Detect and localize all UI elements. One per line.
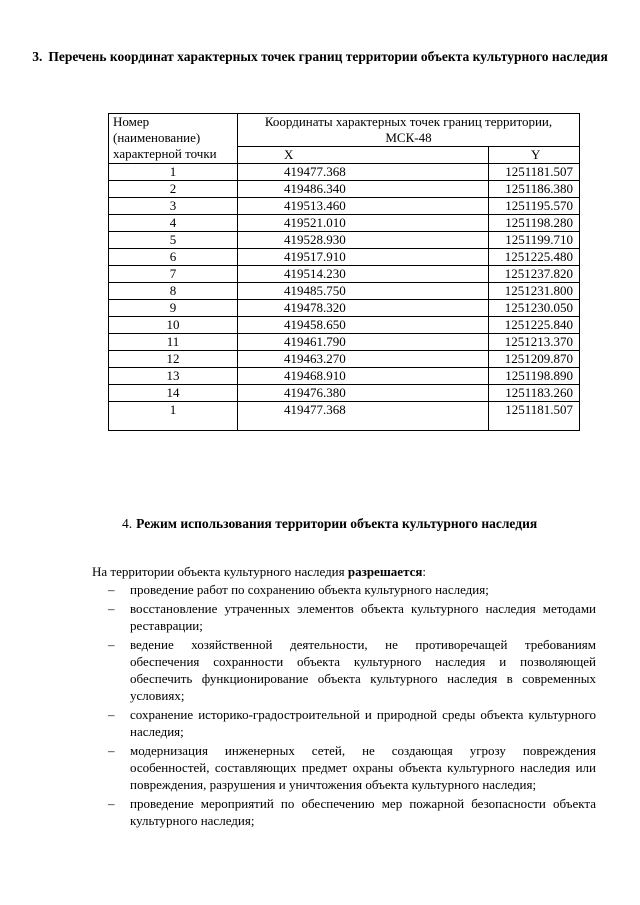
table-row: [109, 334, 580, 351]
y-coordinate-cell: 1251231.800: [489, 283, 580, 300]
x-coordinate-cell: 419477.368: [238, 164, 489, 181]
section-4-title: Режим использования территории объекта культурного наследия: [136, 516, 538, 531]
y-coordinate-cell: 1251183.260: [489, 385, 580, 402]
table-row: [109, 385, 580, 402]
y-coordinate-cell: 1251199.710: [489, 232, 580, 249]
y-coordinate-cell: 1251230.050: [489, 300, 580, 317]
dash-bullet: –: [108, 743, 115, 758]
x-coordinate-cell: 419458.650: [238, 317, 489, 334]
y-coordinate-cell: 1251198.890: [489, 368, 580, 385]
table-row: [109, 266, 580, 283]
y-coordinate-cell: 1251213.370: [489, 334, 580, 351]
x-coordinate-cell: 419477.368: [238, 402, 489, 431]
point-number-cell: 4: [109, 215, 238, 232]
table-row: [109, 198, 580, 215]
y-coordinate-cell: 1251225.480: [489, 249, 580, 266]
table-row: [109, 317, 580, 334]
list-item: [108, 742, 596, 793]
section-3-heading: [0, 48, 640, 65]
x-coordinate-cell: 419528.930: [238, 232, 489, 249]
point-number-cell: 1: [109, 402, 238, 431]
header-y: Y: [489, 147, 580, 164]
x-coordinate-cell: 419485.750: [238, 283, 489, 300]
list-item: [108, 636, 596, 704]
table-row: [109, 249, 580, 266]
list-item-text: проведение мероприятий по обеспечению мер пожарной безопасности объекта культурного наследия;: [130, 796, 596, 828]
dash-bullet: –: [108, 796, 115, 811]
list-item-text: сохранение историко-градостроительной и природной среды объекта культурного наследия;: [130, 707, 596, 739]
table-row: [109, 215, 580, 232]
header-point-name: Номер (наименование) характерной точки: [109, 114, 238, 164]
list-item: [108, 706, 596, 740]
list-item: [108, 581, 596, 598]
table-body: [109, 164, 580, 431]
section-4-number: 4.: [122, 516, 133, 531]
x-coordinate-cell: 419517.910: [238, 249, 489, 266]
x-coordinate-cell: 419463.270: [238, 351, 489, 368]
table-row: [109, 283, 580, 300]
y-coordinate-cell: 1251195.570: [489, 198, 580, 215]
x-coordinate-cell: 419514.230: [238, 266, 489, 283]
section-4-heading: [122, 515, 602, 532]
point-number-cell: 10: [109, 317, 238, 334]
point-number-cell: 11: [109, 334, 238, 351]
point-number-cell: 1: [109, 164, 238, 181]
intro-bold: разрешается: [347, 564, 423, 579]
dash-bullet: –: [108, 637, 115, 652]
x-coordinate-cell: 419468.910: [238, 368, 489, 385]
header-x: X: [238, 147, 489, 164]
point-number-cell: 12: [109, 351, 238, 368]
y-coordinate-cell: 1251181.507: [489, 402, 580, 431]
y-coordinate-cell: 1251186.380: [489, 181, 580, 198]
dash-bullet: –: [108, 707, 115, 722]
table-row: [109, 402, 580, 431]
list-item: [108, 795, 596, 829]
x-coordinate-cell: 419478.320: [238, 300, 489, 317]
point-number-cell: 8: [109, 283, 238, 300]
point-number-cell: 14: [109, 385, 238, 402]
table-row: [109, 351, 580, 368]
section-3-number: 3.: [32, 49, 43, 64]
y-coordinate-cell: 1251237.820: [489, 266, 580, 283]
dash-bullet: –: [108, 601, 115, 616]
point-number-cell: 9: [109, 300, 238, 317]
table-row: [109, 232, 580, 249]
table-row: [109, 300, 580, 317]
list-item-text: восстановление утраченных элементов объекта культурного наследия методами реставрации;: [130, 601, 596, 633]
y-coordinate-cell: 1251225.840: [489, 317, 580, 334]
point-number-cell: 2: [109, 181, 238, 198]
point-number-cell: 5: [109, 232, 238, 249]
intro-end: :: [422, 564, 427, 579]
permitted-intro: [92, 563, 426, 580]
list-item-text: модернизация инженерных сетей, не создающая угрозу повреждения особенностей, составляющих предмет охраны объекта культурного наследия или повреждения, разрушения и уничтожения объекта культурного наследия;: [130, 743, 596, 792]
y-coordinate-cell: 1251209.870: [489, 351, 580, 368]
point-number-cell: 3: [109, 198, 238, 215]
header-coordinates: Координаты характерных точек границ территории, МСК-48: [238, 114, 580, 147]
section-3-title: Перечень координат характерных точек границ территории объекта культурного наследия: [48, 49, 608, 64]
x-coordinate-cell: 419486.340: [238, 181, 489, 198]
table-row: [109, 181, 580, 198]
x-coordinate-cell: 419476.380: [238, 385, 489, 402]
x-coordinate-cell: 419513.460: [238, 198, 489, 215]
point-number-cell: 6: [109, 249, 238, 266]
table-row: [109, 368, 580, 385]
point-number-cell: 13: [109, 368, 238, 385]
list-item-text: проведение работ по сохранению объекта культурного наследия;: [130, 582, 489, 597]
y-coordinate-cell: 1251181.507: [489, 164, 580, 181]
list-item-text: ведение хозяйственной деятельности, не противоречащей требованиям обеспечения сохранности объекта культурного наследия и позволяющей обеспечить функционирование объекта культурного наследия в современных условиях;: [130, 637, 596, 703]
y-coordinate-cell: 1251198.280: [489, 215, 580, 232]
coordinates-table: [108, 113, 580, 431]
list-item: [108, 600, 596, 634]
permitted-list: [108, 581, 596, 831]
dash-bullet: –: [108, 582, 115, 597]
point-number-cell: 7: [109, 266, 238, 283]
table-header-row: [109, 114, 580, 147]
table-row: [109, 164, 580, 181]
x-coordinate-cell: 419521.010: [238, 215, 489, 232]
intro-text: На территории объекта культурного наследия: [92, 564, 348, 579]
x-coordinate-cell: 419461.790: [238, 334, 489, 351]
